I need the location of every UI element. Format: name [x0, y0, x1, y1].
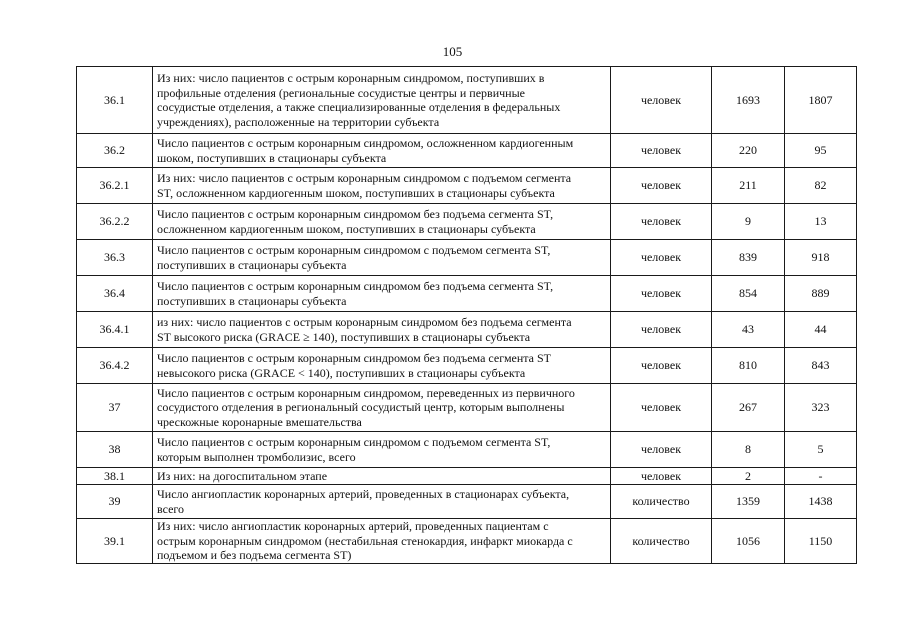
row-number: 38.1: [77, 468, 153, 485]
description-line: осложненном кардиогенным шоком, поступивших в стационары субъекта: [157, 221, 536, 236]
row-value-2: 13: [785, 204, 857, 240]
row-number: 36.2.1: [77, 168, 153, 204]
description-line: Число пациентов с острым коронарным синдромом без подъема сегмента ST,: [157, 207, 554, 221]
table-row: [77, 240, 857, 276]
description-line: которым выполнен тромболизис, всего: [157, 449, 356, 464]
row-description: [153, 168, 611, 204]
row-unit: количество: [611, 519, 712, 564]
row-unit: человек: [611, 384, 712, 432]
row-unit: человек: [611, 67, 712, 134]
row-unit: человек: [611, 204, 712, 240]
description-line: всего: [157, 501, 185, 516]
row-value-1: 9: [712, 204, 785, 240]
description-line: Число пациентов с острым коронарным синдромом без подъема сегмента ST: [157, 351, 552, 365]
row-value-2: 44: [785, 312, 857, 348]
table-row: [77, 432, 857, 468]
row-unit: человек: [611, 468, 712, 485]
row-description: [153, 204, 611, 240]
description-line: Число пациентов с острым коронарным синдромом с подъемом сегмента ST,: [157, 435, 551, 449]
row-description: [153, 240, 611, 276]
row-value-2: 5: [785, 432, 857, 468]
row-number: 36.3: [77, 240, 153, 276]
row-value-2: 323: [785, 384, 857, 432]
table-row: [77, 168, 857, 204]
row-value-2: 918: [785, 240, 857, 276]
row-value-2: 843: [785, 348, 857, 384]
row-value-1: 810: [712, 348, 785, 384]
description-line: Из них: число пациентов с острым коронарным синдромом, поступивших в: [157, 71, 545, 85]
row-number: 36.4: [77, 276, 153, 312]
row-description: [153, 485, 611, 519]
row-unit: человек: [611, 432, 712, 468]
row-unit: человек: [611, 168, 712, 204]
row-description: [153, 384, 611, 432]
row-number: 39: [77, 485, 153, 519]
row-description: [153, 348, 611, 384]
row-value-2: 82: [785, 168, 857, 204]
row-description: [153, 312, 611, 348]
description-line: Из них: на догоспитальном этапе: [157, 468, 328, 483]
row-unit: человек: [611, 240, 712, 276]
row-number: 36.1: [77, 67, 153, 134]
description-line: учреждениях), расположенные на территории субъекта: [157, 114, 440, 129]
row-description: [153, 519, 611, 564]
description-line: сосудистые отделения, а также специализированные отделения в федеральных: [157, 100, 561, 114]
row-description: [153, 468, 611, 485]
row-unit: человек: [611, 348, 712, 384]
table-row: [77, 204, 857, 240]
table-body: [77, 67, 857, 564]
row-value-1: 1056: [712, 519, 785, 564]
table-row: [77, 67, 857, 134]
row-number: 38: [77, 432, 153, 468]
table-row: [77, 312, 857, 348]
description-line: невысокого риска (GRACE < 140), поступивших в стационары субъекта: [157, 365, 526, 380]
description-line: профильные отделения (региональные сосудистые центры и первичные: [157, 85, 525, 100]
description-line: Из них: число пациентов с острым коронарным синдромом с подъемом сегмента: [157, 171, 572, 185]
row-number: 36.4.2: [77, 348, 153, 384]
row-value-1: 839: [712, 240, 785, 276]
description-line: чрескожные коронарные вмешательства: [157, 414, 362, 429]
row-value-2: 1150: [785, 519, 857, 564]
description-line: сосудистого отделения в региональный сосудистый центр, которым выполнены: [157, 400, 565, 415]
row-unit: человек: [611, 312, 712, 348]
row-unit: количество: [611, 485, 712, 519]
description-line: шоком, поступивших в стационары субъекта: [157, 150, 387, 165]
description-line: острым коронарным синдромом (нестабильная стенокардия, инфаркт миокарда с: [157, 533, 573, 548]
description-line: Число пациентов с острым коронарным синдромом без подъема сегмента ST,: [157, 279, 554, 293]
data-table: [76, 66, 857, 564]
description-line: поступивших в стационары субъекта: [157, 257, 347, 272]
row-value-1: 211: [712, 168, 785, 204]
row-value-2: 1438: [785, 485, 857, 519]
row-value-1: 1359: [712, 485, 785, 519]
row-description: [153, 134, 611, 168]
table-row: [77, 276, 857, 312]
table-row: [77, 384, 857, 432]
description-line: Число ангиопластик коронарных артерий, проведенных в стационарах субъекта,: [157, 487, 570, 501]
row-unit: человек: [611, 134, 712, 168]
description-line: ST, осложненном кардиогенным шоком, поступивших в стационары субъекта: [157, 185, 555, 200]
row-value-1: 1693: [712, 67, 785, 134]
description-line: Из них: число ангиопластик коронарных артерий, проведенных пациентам с: [157, 519, 549, 534]
description-line: Число пациентов с острым коронарным синдромом, переведенных из первичного: [157, 385, 575, 400]
row-description: [153, 67, 611, 134]
description-line: из них: число пациентов с острым коронарным синдромом без подъема сегмента: [157, 315, 572, 329]
description-line: ST высокого риска (GRACE ≥ 140), поступивших в стационары субъекта: [157, 329, 531, 344]
row-description: [153, 432, 611, 468]
description-line: подъемом и без подъема сегмента ST): [157, 548, 352, 563]
row-value-2: -: [785, 468, 857, 485]
row-number: 36.4.1: [77, 312, 153, 348]
row-value-2: 95: [785, 134, 857, 168]
table-row: [77, 519, 857, 564]
row-unit: человек: [611, 276, 712, 312]
row-value-1: 2: [712, 468, 785, 485]
page-number: 105: [442, 44, 463, 59]
table-row: [77, 485, 857, 519]
row-value-1: 43: [712, 312, 785, 348]
table-row: [77, 134, 857, 168]
table-row: [77, 348, 857, 384]
row-number: 36.2.2: [77, 204, 153, 240]
row-value-1: 267: [712, 384, 785, 432]
row-value-1: 854: [712, 276, 785, 312]
row-value-2: 889: [785, 276, 857, 312]
table-row: [77, 468, 857, 485]
row-number: 36.2: [77, 134, 153, 168]
row-number: 39.1: [77, 519, 153, 564]
description-line: Число пациентов с острым коронарным синдромом, осложненном кардиогенным: [157, 136, 574, 150]
row-number: 37: [77, 384, 153, 432]
row-value-1: 220: [712, 134, 785, 168]
row-value-2: 1807: [785, 67, 857, 134]
description-line: поступивших в стационары субъекта: [157, 293, 347, 308]
row-value-1: 8: [712, 432, 785, 468]
description-line: Число пациентов с острым коронарным синдромом с подъемом сегмента ST,: [157, 243, 551, 257]
row-description: [153, 276, 611, 312]
